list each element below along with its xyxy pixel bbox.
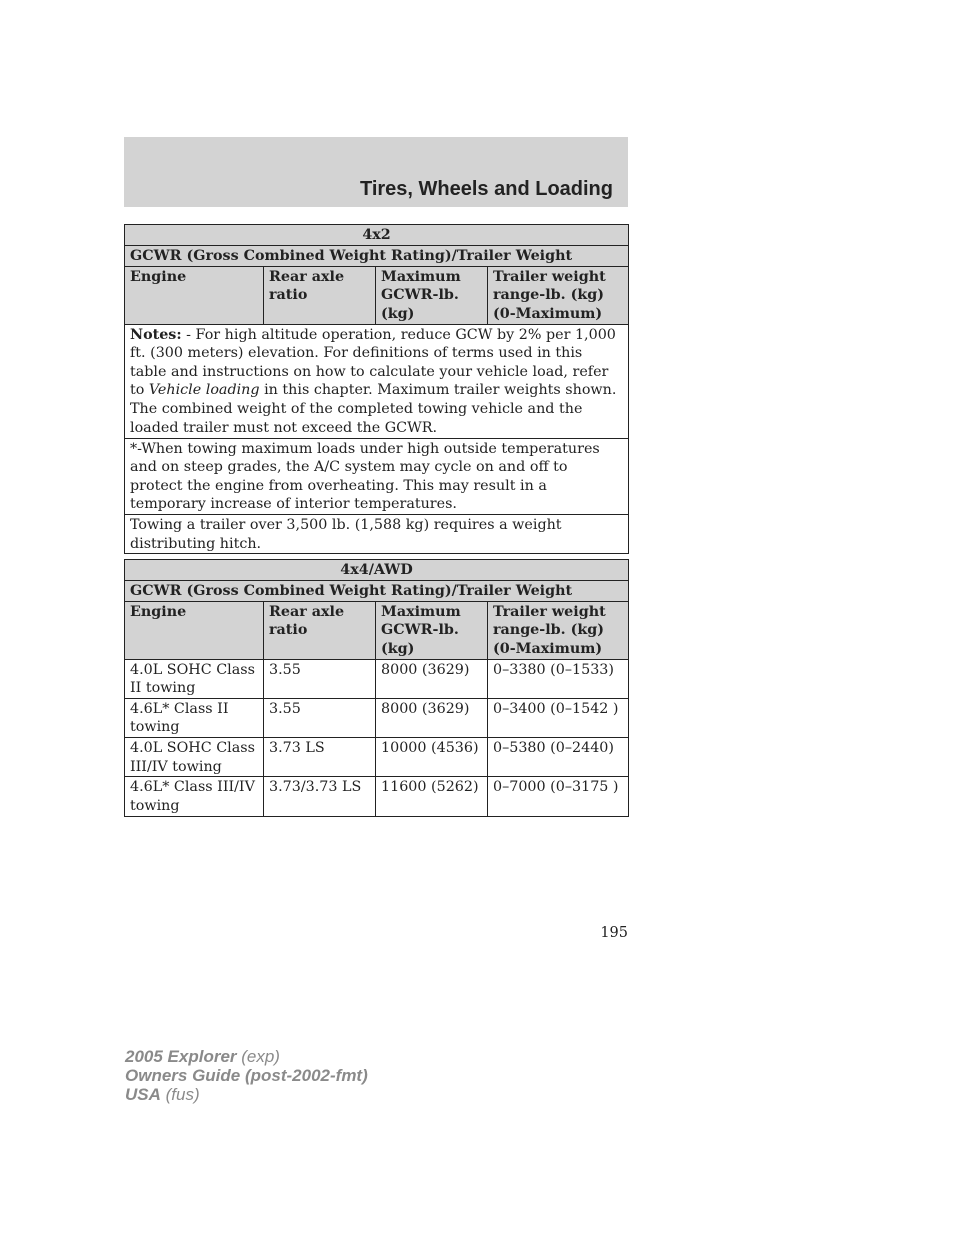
cell-axle-ratio: 3.55: [264, 698, 376, 737]
note-ac-system: *-When towing maximum loads under high outside temperatures and on steep grades, the A/C system may cycle on and off to protect the engine from overheating. This may result in a temporary increase of interior temperatures.: [125, 438, 629, 514]
cell-axle-ratio: 3.73 LS: [264, 737, 376, 776]
footer-line-1: [125, 1047, 368, 1066]
cell-trailer-weight: 0–7000 (0–3175 ): [488, 777, 629, 817]
table-row: [125, 659, 629, 698]
section-header-band: [124, 137, 628, 207]
cell-axle-ratio: 3.55: [264, 659, 376, 698]
column-header-max-gcwr: Maximum GCWR-lb. (kg): [376, 601, 488, 659]
table-row: [125, 777, 629, 817]
document-footer: [125, 1047, 368, 1104]
cell-engine: 4.0L SOHC Class III/IV towing: [125, 737, 264, 776]
vehicle-loading-reference: Vehicle loading: [148, 382, 260, 399]
cell-max-gcwr: 11600 (5262): [376, 777, 488, 817]
footer-model: 2005 Explorer: [125, 1047, 237, 1066]
notes-text-2: in this chapter. Maximum trailer weights shown. The combined weight of the completed towing vehicle and the loaded trailer must not exceed the GCWR.: [130, 382, 617, 436]
footer-line-2: [125, 1066, 368, 1085]
cell-max-gcwr: 8000 (3629): [376, 698, 488, 737]
column-header-max-gcwr: Maximum GCWR-lb. (kg): [376, 266, 488, 324]
column-header-rear-axle-ratio: Rear axle ratio: [264, 266, 376, 324]
footer-line-3: [125, 1085, 368, 1104]
cell-trailer-weight: 0–5380 (0–2440): [488, 737, 629, 776]
cell-engine: 4.6L* Class II towing: [125, 698, 264, 737]
cell-engine: 4.6L* Class III/IV towing: [125, 777, 264, 817]
page-number: 195: [600, 925, 628, 941]
footer-market-code: (fus): [160, 1085, 200, 1104]
cell-engine: 4.0L SOHC Class II towing: [125, 659, 264, 698]
table-4x2-subtitle: GCWR (Gross Combined Weight Rating)/Trailer Weight: [125, 246, 629, 267]
column-header-engine: Engine: [125, 601, 264, 659]
column-header-rear-axle-ratio: Rear axle ratio: [264, 601, 376, 659]
cell-trailer-weight: 0–3400 (0–1542 ): [488, 698, 629, 737]
notes-label: Notes:: [130, 326, 182, 343]
table-4x2: [124, 224, 629, 554]
table-4x2-title: 4x2: [125, 225, 629, 246]
cell-max-gcwr: 8000 (3629): [376, 659, 488, 698]
table-row: [125, 737, 629, 776]
table-4x4-title: 4x4/AWD: [125, 560, 629, 581]
footer-model-code: (exp): [236, 1047, 280, 1066]
column-header-trailer-weight: Trailer weight range-lb. (kg) (0-Maximum): [488, 266, 629, 324]
note-weight-distributing-hitch: Towing a trailer over 3,500 lb. (1,588 kg) requires a weight distributing hitch.: [125, 514, 629, 553]
section-title: Tires, Wheels and Loading: [359, 178, 613, 200]
notes-cell: [125, 324, 629, 438]
table-4x4-subtitle: GCWR (Gross Combined Weight Rating)/Trailer Weight: [125, 581, 629, 602]
column-header-engine: Engine: [125, 266, 264, 324]
notes-text-1: - For high altitude operation, reduce GCW by 2% per 1,000 ft. (300 meters) elevation. For definitions of terms used in this table and instructions on how to calculate your vehicle load, refer to: [130, 326, 616, 399]
table-row: [125, 698, 629, 737]
column-header-trailer-weight: Trailer weight range-lb. (kg) (0-Maximum): [488, 601, 629, 659]
cell-trailer-weight: 0–3380 (0–1533): [488, 659, 629, 698]
table-4x4-awd: [124, 559, 629, 817]
cell-max-gcwr: 10000 (4536): [376, 737, 488, 776]
footer-market: USA: [125, 1085, 161, 1104]
cell-axle-ratio: 3.73/3.73 LS: [264, 777, 376, 817]
footer-guide: Owners Guide (post-2002-fmt): [125, 1066, 368, 1085]
